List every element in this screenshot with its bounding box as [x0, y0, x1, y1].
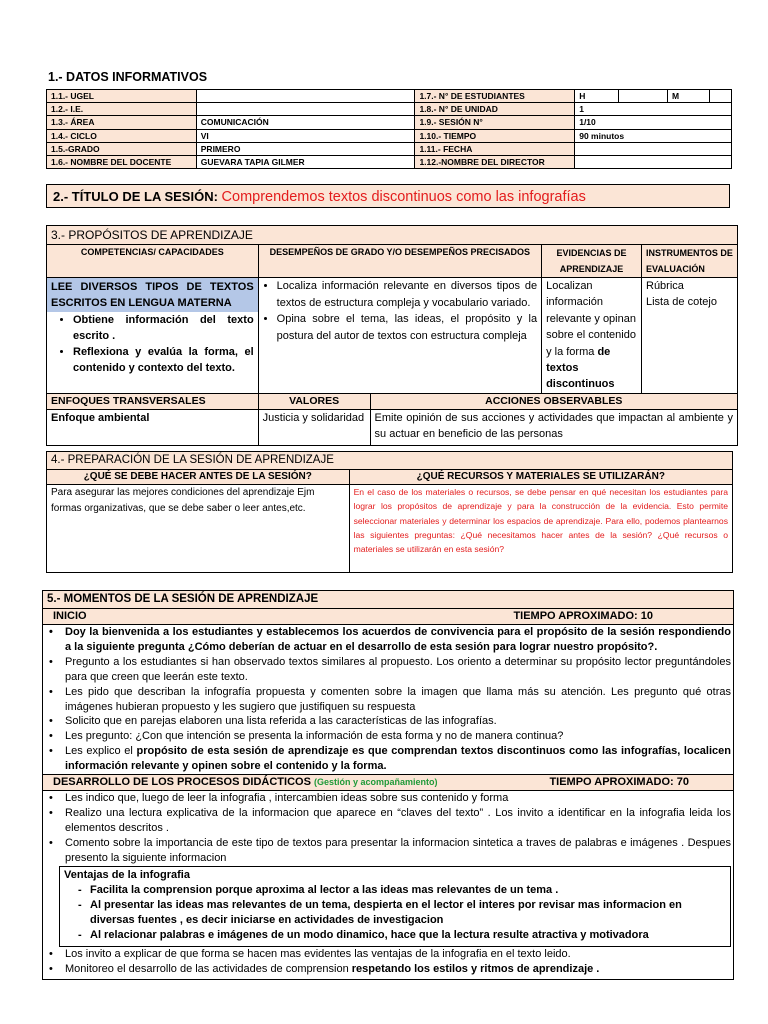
instrumento-item: Lista de cotejo: [646, 296, 717, 308]
gestion-label: (Gestión y acompañamiento): [313, 777, 438, 788]
ventajas-title: Ventajas de la infografia: [64, 868, 190, 881]
field-label: 1.4.- CICLO: [47, 129, 197, 142]
field-label: 1.7.- N° DE ESTUDIANTES: [415, 90, 575, 103]
desarrollo-content: [43, 791, 734, 980]
datos-informativos-table: [46, 89, 732, 169]
section-4-title: 4.- PREPARACIÓN DE LA SESIÓN DE APRENDIZAJE: [47, 452, 733, 470]
list-item: • Les explico el propósito de esta sesión de aprendizaje es que comprendan textos discontinuos como las infografías, localicen información relevante y opinen sobre el contenido y la forma.: [45, 744, 731, 774]
field-value: GUEVARA TAPIA GILMER: [196, 155, 415, 168]
inicio-label: INICIO: [53, 610, 87, 622]
field-label: 1.9.- SESIÓN N°: [415, 116, 575, 129]
valor-value: Justicia y solidaridad: [258, 409, 370, 445]
desarrollo-list: [45, 791, 731, 866]
capacidades-list: [51, 312, 254, 376]
field-label: 1.12.-NOMBRE DEL DIRECTOR: [415, 155, 575, 168]
propositos-table: [46, 225, 738, 446]
evidencias-bold: de textos discontinuos: [546, 345, 615, 391]
field-value: [575, 155, 732, 168]
list-item: • Les pido que describan la infografía propuesta y comenten sobre la imagen que llama más su atención. Les pregunto qué otras imágenes hubieran propuesto y les sugiero que justifiquen su respuesta: [45, 685, 731, 715]
field-value: [709, 90, 731, 103]
column-header: DESEMPEÑOS DE GRADO Y/O DESEMPEÑOS PRECISADOS: [258, 245, 541, 278]
section-3-title: 3.- PROPÓSITOS DE APRENDIZAJE: [47, 226, 738, 245]
desempenos-list: [263, 278, 537, 344]
evidencias-text: Localizan información relevante y opinan sobre el contenido y la forma: [546, 280, 636, 358]
field-label: 1.6.- NOMBRE DEL DOCENTE: [47, 155, 197, 168]
field-value: M: [668, 90, 710, 103]
list-item: • Les indico que, luego de leer la infografia , intercambien ideas sobre sus contenido y forma: [45, 791, 731, 806]
final-list: [45, 947, 731, 977]
table-row: [47, 116, 732, 129]
field-value: COMUNICACIÓN: [196, 116, 415, 129]
instrumento-item: Rúbrica: [646, 280, 684, 292]
list-item: • Les pregunto: ¿Con que intención se presenta la información de esta forma y no de manera continua?: [45, 729, 731, 744]
desempenos-cell: [258, 278, 541, 394]
inicio-list: [45, 625, 731, 774]
field-value: H: [575, 90, 619, 103]
column-header: INSTRUMENTOS DE EVALUACIÓN: [642, 245, 738, 278]
column-header: ¿QUÉ RECURSOS Y MATERIALES SE UTILIZARÁN?: [349, 470, 732, 485]
table-row: [47, 129, 732, 142]
ventajas-list: [64, 883, 726, 944]
list-item: - Facilita la comprension porque aproxima al lector a las ideas mas relevantes de un tema .: [90, 883, 726, 898]
column-header: COMPETENCIAS/ CAPACIDADES: [47, 245, 259, 278]
recursos-cell: En el caso de los materiales o recursos, se debe pensar en qué necesitan los estudiantes para lograr los propósitos de aprendizaje y para la construcción de la evidencia. Esto permite seleccionar materiales y determinar los espacios de aprendizaje. Para ello, podemos plantearnos las siguientes preguntas: ¿Qué necesitamos hacer antes de la sesión? ¿Qué recursos o materiales se utilizarán en esta sesión?: [349, 485, 732, 573]
section-2-label: 2.- TÍTULO DE LA SESIÓN:: [53, 189, 218, 204]
table-row: [47, 155, 732, 168]
preparacion-table: [46, 451, 733, 573]
field-label: 1.1.- UGEL: [47, 90, 197, 103]
inicio-content: [43, 625, 734, 775]
list-item: • Obtiene información del texto escrito .: [73, 312, 254, 344]
list-item: • Pregunto a los estudiantes si han observado textos similares al propuesto. Los oriento a determinar su propósito lector preguntándoles para que creen que leerán este texto.: [45, 655, 731, 685]
field-label: 1.5.-GRADO: [47, 142, 197, 155]
accion-value: Emite opinión de sus acciones y actividades que impactan al ambiente y su actuar en beneficio de las personas: [370, 409, 737, 445]
list-item: • Solicito que en parejas elaboren una lista referida a las características de las infografías.: [45, 714, 731, 729]
momentos-table: [42, 590, 734, 980]
field-label: 1.3.- ÁREA: [47, 116, 197, 129]
competencia-text: LEE DIVERSOS TIPOS DE TEXTOS ESCRITOS EN LENGUA MATERNA: [47, 278, 258, 312]
field-value: 1: [575, 103, 732, 116]
inicio-header: [43, 609, 734, 625]
field-value: VI: [196, 129, 415, 142]
list-item: • Localiza información relevante en diversos tipos de textos de estructura compleja y vocabulario variado.: [277, 278, 537, 311]
list-item: • Comento sobre la importancia de este tipo de textos para presentar la informacion sintetica a traves de palabras e imágenes . Despues presento la siguiente informacion: [45, 836, 731, 866]
list-item: - Al presentar las ideas mas relevantes de un tema, despierta en el lector el interes por revisar mas informacion en diversas fuentes , es decir iniciarse en actividades de investigacion: [90, 898, 726, 929]
field-label: 1.11.- FECHA: [415, 142, 575, 155]
enfoques-header: ENFOQUES TRANSVERSALES: [47, 393, 259, 409]
instrumentos-cell: [642, 278, 738, 394]
column-header: ¿QUÉ SE DEBE HACER ANTES DE LA SESIÓN?: [47, 470, 350, 485]
desarrollo-label: DESARROLLO DE LOS PROCESOS DIDÁCTICOS: [53, 776, 311, 789]
field-label: 1.2.- I.E.: [47, 103, 197, 116]
desarrollo-tiempo: TIEMPO APROXIMADO: 70: [549, 776, 689, 789]
field-value: [575, 142, 732, 155]
field-value: PRIMERO: [196, 142, 415, 155]
list-item: - Al relacionar palabras e imágenes de un modo dinamico, hace que la lectura resulte atractiva y motivadora: [90, 928, 726, 943]
section-5-title: 5.- MOMENTOS DE LA SESIÓN DE APRENDIZAJE: [43, 591, 734, 609]
acciones-header: ACCIONES OBSERVABLES: [370, 393, 737, 409]
section-2-title-bar: [46, 184, 730, 208]
list-item: • Opina sobre el tema, las ideas, el propósito y la postura del autor de textos con estructura compleja: [277, 311, 537, 344]
field-label: 1.8.- N° DE UNIDAD: [415, 103, 575, 116]
list-item: • Realizo una lectura explicativa de la informacion que aparece en “claves del texto” . Los invito a identificar en la infografia leida los elementos descritos .: [45, 806, 731, 836]
list-item: • Los invito a explicar de que forma se hacen mas evidentes las ventajas de la infografia en el texto leido.: [45, 947, 731, 962]
section-1-title: 1.- DATOS INFORMATIVOS: [48, 70, 208, 84]
competencia-cell: [47, 278, 259, 394]
antes-cell: Para asegurar las mejores condiciones del aprendizaje Ejm formas organizativas, que se debe saber o leer antes,etc.: [47, 485, 350, 573]
list-item: • Monitoreo el desarrollo de las actividades de comprension respetando los estilos y ritmos de aprendizaje .: [45, 962, 731, 977]
field-value: 1/10: [575, 116, 732, 129]
field-value: [619, 90, 668, 103]
evidencias-cell: [542, 278, 642, 394]
enfoque-value: Enfoque ambiental: [47, 409, 259, 445]
field-value: [196, 103, 415, 116]
ventajas-box: [59, 866, 731, 947]
valores-header: VALORES: [258, 393, 370, 409]
table-row: [47, 142, 732, 155]
session-title: Comprendemos textos discontinuos como las infografías: [221, 189, 586, 205]
field-value: [196, 90, 415, 103]
field-label: 1.10.- TIEMPO: [415, 129, 575, 142]
column-header: EVIDENCIAS DE APRENDIZAJE: [542, 245, 642, 278]
table-row: [47, 103, 732, 116]
field-value: 90 minutos: [575, 129, 732, 142]
list-item: • Doy la bienvenida a los estudiantes y establecemos los acuerdos de convivencia para el propósito de la sesión respondiendo a la siguiente pregunta ¿Cómo deberían de actuar en el desarrollo de esta sesión para lograr nuestro propósito?.: [45, 625, 731, 655]
desarrollo-header: [43, 775, 734, 791]
table-row: [47, 90, 732, 103]
list-item: • Reflexiona y evalúa la forma, el contenido y contexto del texto.: [73, 344, 254, 376]
inicio-tiempo: TIEMPO APROXIMADO: 10: [513, 610, 653, 622]
